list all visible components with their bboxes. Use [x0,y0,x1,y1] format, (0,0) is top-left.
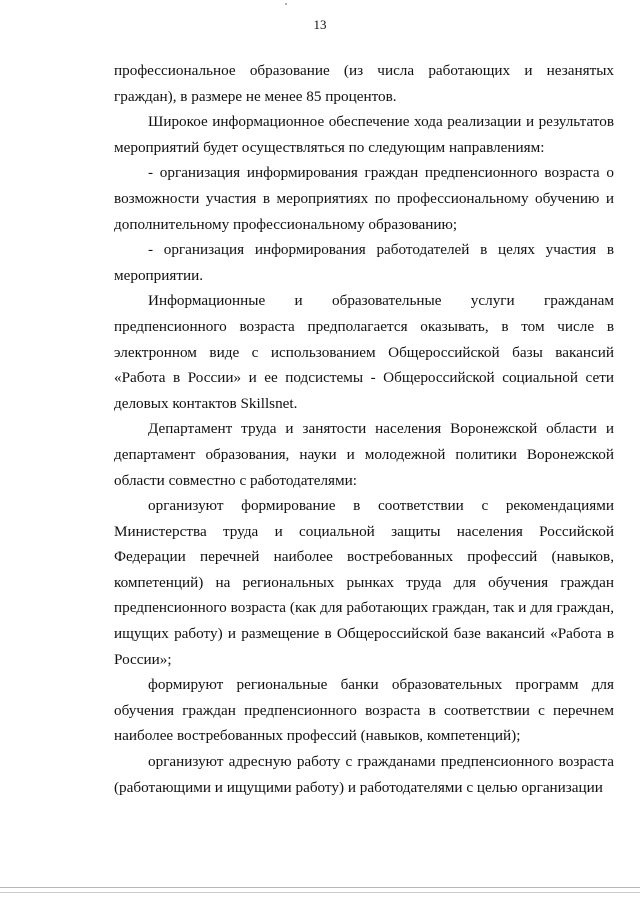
bottom-scan-rule [0,887,640,888]
paragraph-continuation: профессиональное образование (из числа работающих и незанятых граждан), в размере не менее 85 процентов. [114,62,614,105]
paragraph-services: Информационные и образовательные услуги гражданам предпенсионного возраста предполагается оказывать, в том числе в электронном виде с использованием Общероссийской базы вакансий «Работа в России» и ее подсистемы - Общероссийской социальной сети деловых контактов Skillsnet. [114,292,614,412]
paragraph-regional-banks: формируют региональные банки образовательных программ для обучения граждан предпенсионного возраста в соответствии с перечнем наиболее востребованных профессий (навыков, компетенций); [114,676,614,745]
paragraph-information-support: Широкое информационное обеспечение хода реализации и результатов мероприятий будет осуществляться по следующим направлениям: [114,113,614,156]
scan-speck [285,3,287,5]
body-text [114,58,614,800]
paragraph-departments: Департамент труда и занятости населения Воронежской области и департамент образования, науки и молодежной политики Воронежской области совместно с работодателями: [114,420,614,489]
paragraph-inform-citizens: - организация информирования граждан предпенсионного возраста о возможности участия в мероприятиях по профессиональному обучению и дополнительному профессиональному образованию; [114,164,614,233]
page-number: 13 [313,17,327,32]
bottom-scan-rule [0,892,640,893]
paragraph-organize-lists: организуют формирование в соответствии с рекомендациями Министерства труда и социальной защиты населения Российской Федерации перечней наиболее востребованных профессий (навыков, компетенций) на региональных рынках труда для обучения граждан предпенсионного возраста (как для работающих граждан, так и для граждан, ищущих работу) и размещение в Общероссийской базе вакансий «Работа в России»; [114,497,614,668]
paragraph-inform-employers: - организация информирования работодателей в целях участия в мероприятии. [114,241,614,284]
paragraph-targeted-work: организуют адресную работу с гражданами предпенсионного возраста (работающими и ищущими работу) и работодателями с целью организации [114,753,614,796]
